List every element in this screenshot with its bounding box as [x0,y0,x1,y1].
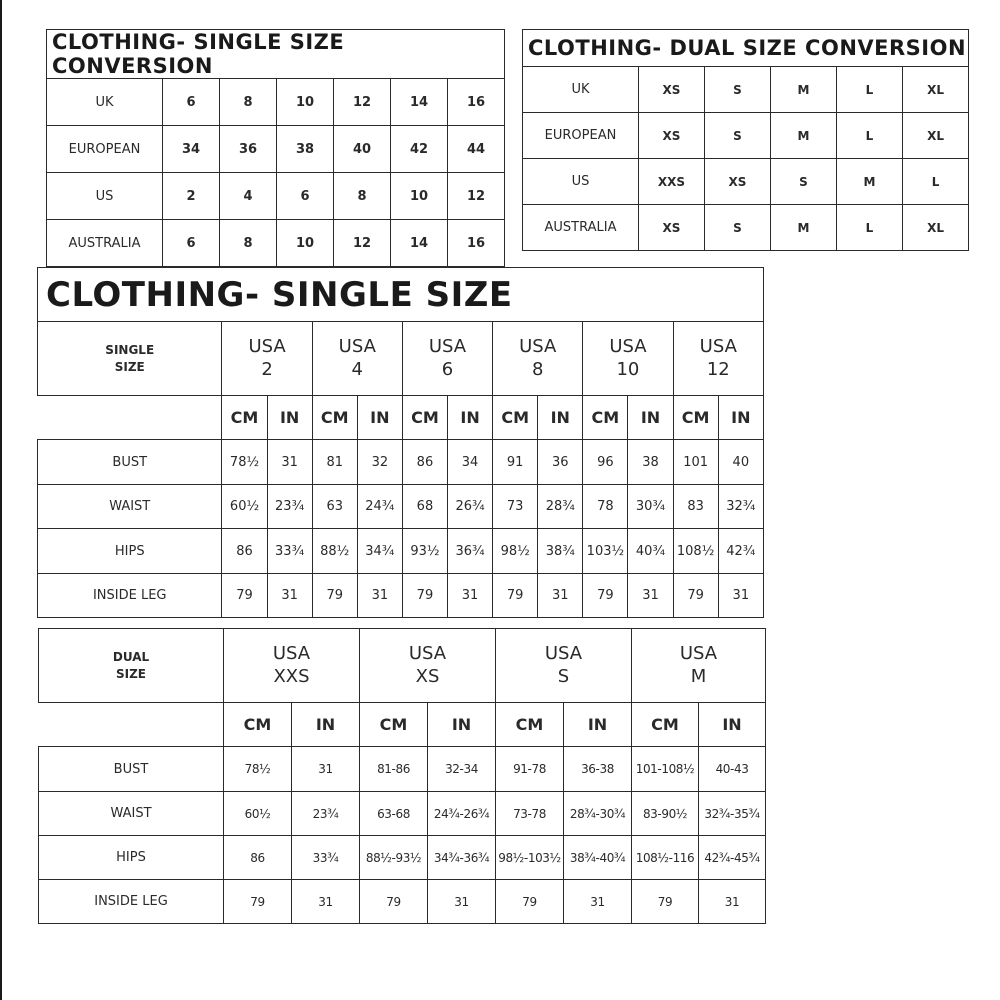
table-cell: L [837,67,903,113]
table-cell: XS [639,67,705,113]
size-header-usa-6 [402,322,492,396]
table-cell: 31 [267,574,312,618]
unit-in: IN [292,703,360,747]
table-cell: 79 [222,574,267,618]
corner-line-2: SIZE [115,666,146,681]
size-header-usa-m [632,629,766,703]
table-cell: 14 [391,79,448,126]
table-cell: M [837,159,903,205]
row-label-us: US [47,173,163,220]
table-cell: 33¾ [292,836,360,880]
table-cell: 83 [673,485,718,529]
table-cell: 40¾ [628,529,673,574]
table-cell: 28¾ [538,485,583,529]
table-cell: 31 [428,880,496,924]
table-cell: 98½ [493,529,538,574]
table-cell: 31 [448,574,493,618]
table-cell: 31 [292,880,360,924]
table-cell: 40 [334,126,391,173]
table-cell: 79 [673,574,718,618]
size-header-line-1: USA [544,643,583,664]
table-cell: 86 [402,440,447,485]
unit-cm: CM [673,396,718,440]
unit-cm: CM [312,396,357,440]
size-header-line-1: USA [248,336,286,357]
single-size-corner-label [38,322,222,396]
table-cell: L [837,205,903,251]
corner-line-1: DUAL [112,650,150,665]
dual-size-measurements-table [38,628,766,924]
table-cell: 103½ [583,529,628,574]
size-header-line-2: XS [415,665,440,687]
table-cell: 88½ [312,529,357,574]
table-cell: XXS [639,159,705,205]
table-cell: 78½ [224,747,292,792]
table-cell: 78½ [222,440,267,485]
table-cell: S [705,113,771,159]
table-cell: 12 [448,173,505,220]
table-cell: 2 [163,173,220,220]
size-header-line-2: 6 [441,358,454,380]
table-cell: 16 [448,79,505,126]
table-cell: 31 [564,880,632,924]
table-cell: 8 [220,220,277,267]
table-cell: 79 [496,880,564,924]
table-cell: 38¾ [538,529,583,574]
table-cell: 40-43 [699,747,766,792]
table-cell: 79 [632,880,699,924]
table-cell: 38 [628,440,673,485]
unit-in: IN [357,396,402,440]
unit-cm: CM [496,703,564,747]
single-size-conversion-table [46,29,505,267]
table-cell: 78 [583,485,628,529]
size-header-line-1: USA [519,336,557,357]
size-header-line-1: USA [609,336,647,357]
table-cell: M [771,67,837,113]
table-cell: 42¾-45¾ [699,836,766,880]
size-header-usa-2 [222,322,312,396]
table-cell: 36¾ [448,529,493,574]
table-cell: 101-108½ [632,747,699,792]
unit-in: IN [628,396,673,440]
table-cell: 79 [360,880,428,924]
table-cell: 36-38 [564,747,632,792]
table-cell: 96 [583,440,628,485]
size-header-line-2: S [557,665,570,687]
unit-cm: CM [493,396,538,440]
dual-size-corner-label [39,629,224,703]
table-cell: 6 [163,220,220,267]
table-cell: 6 [277,173,334,220]
table-cell: M [771,113,837,159]
table-cell: 40 [718,440,763,485]
table-cell: 34 [163,126,220,173]
table-cell: 44 [448,126,505,173]
corner-line-1: SINGLE [105,343,155,358]
single-size-title: CLOTHING- SINGLE SIZE [38,268,764,322]
row-label-waist: WAIST [38,485,222,529]
table-cell: 8 [334,173,391,220]
unit-cm: CM [224,703,292,747]
size-header-usa-s [496,629,632,703]
table-cell: XS [705,159,771,205]
table-cell: 86 [222,529,267,574]
table-cell: 30¾ [628,485,673,529]
table-cell: 14 [391,220,448,267]
size-header-usa-xs [360,629,496,703]
blank-corner-cell [38,396,222,440]
table-cell: 79 [583,574,628,618]
table-cell: 36 [220,126,277,173]
row-label-bust: BUST [39,747,224,792]
row-label-australia: AUSTRALIA [47,220,163,267]
single-size-measurements-table [37,267,764,618]
table-cell: 88½-93½ [360,836,428,880]
table-cell: 108½ [673,529,718,574]
single-conversion-title: CLOTHING- SINGLE SIZE CONVERSION [47,30,505,79]
table-cell: 31 [357,574,402,618]
unit-in: IN [538,396,583,440]
size-header-line-1: USA [338,336,376,357]
table-cell: 81 [312,440,357,485]
table-cell: 38¾-40¾ [564,836,632,880]
table-cell: 34 [448,440,493,485]
unit-in: IN [428,703,496,747]
table-cell: 6 [163,79,220,126]
table-cell: 10 [277,79,334,126]
size-header-line-2: XXS [273,665,310,687]
table-cell: 28¾-30¾ [564,792,632,836]
table-cell: 91 [493,440,538,485]
table-cell: 32 [357,440,402,485]
table-cell: 31 [628,574,673,618]
row-label-uk: UK [47,79,163,126]
table-cell: 73-78 [496,792,564,836]
table-cell: 23¾ [292,792,360,836]
size-header-usa-10 [583,322,673,396]
table-cell: L [837,113,903,159]
table-cell: XS [639,205,705,251]
page-left-rule [0,0,2,1000]
unit-cm: CM [222,396,267,440]
row-label-bust: BUST [38,440,222,485]
row-label-hips: HIPS [39,836,224,880]
size-header-line-1: USA [679,643,718,664]
size-header-line-2: 2 [261,358,273,380]
table-cell: 38 [277,126,334,173]
table-cell: 8 [220,79,277,126]
unit-cm: CM [402,396,447,440]
table-cell: XL [903,205,969,251]
size-header-line-1: USA [699,336,737,357]
table-cell: 24¾ [357,485,402,529]
table-cell: S [705,67,771,113]
table-cell: S [771,159,837,205]
table-cell: 32¾ [718,485,763,529]
table-cell: S [705,205,771,251]
row-label-inside-leg: INSIDE LEG [39,880,224,924]
table-cell: 42¾ [718,529,763,574]
size-header-line-2: 12 [706,358,730,380]
row-label-european: EUROPEAN [47,126,163,173]
corner-line-2: SIZE [114,359,145,374]
table-cell: XL [903,67,969,113]
table-cell: 68 [402,485,447,529]
unit-in: IN [699,703,766,747]
table-cell: XS [639,113,705,159]
row-label-australia: AUSTRALIA [523,205,639,251]
table-cell: 60½ [224,792,292,836]
size-header-usa-4 [312,322,402,396]
table-cell: 24¾-26¾ [428,792,496,836]
size-header-usa-8 [493,322,583,396]
size-header-usa-12 [673,322,763,396]
table-cell: 4 [220,173,277,220]
table-cell: 10 [391,173,448,220]
table-cell: 31 [292,747,360,792]
table-cell: 79 [493,574,538,618]
dual-conversion-title: CLOTHING- DUAL SIZE CONVERSION [523,30,969,67]
size-header-line-2: 4 [351,358,363,380]
table-cell: 93½ [402,529,447,574]
table-cell: 79 [224,880,292,924]
table-cell: 36 [538,440,583,485]
size-header-usa-xxs [224,629,360,703]
size-header-line-2: 8 [531,358,544,380]
table-cell: L [903,159,969,205]
table-cell: 81-86 [360,747,428,792]
dual-size-conversion-table [522,29,969,251]
table-cell: 10 [277,220,334,267]
table-cell: 60½ [222,485,267,529]
table-cell: 31 [718,574,763,618]
table-cell: 12 [334,220,391,267]
table-cell: 32¾-35¾ [699,792,766,836]
table-cell: XL [903,113,969,159]
table-cell: 79 [312,574,357,618]
unit-in: IN [564,703,632,747]
table-cell: 63-68 [360,792,428,836]
unit-in: IN [267,396,312,440]
row-label-uk: UK [523,67,639,113]
table-cell: 12 [334,79,391,126]
table-cell: 23¾ [267,485,312,529]
unit-cm: CM [583,396,628,440]
unit-in: IN [718,396,763,440]
table-cell: 42 [391,126,448,173]
table-cell: 32-34 [428,747,496,792]
unit-cm: CM [632,703,699,747]
row-label-waist: WAIST [39,792,224,836]
table-cell: 34¾-36¾ [428,836,496,880]
table-cell: 83-90½ [632,792,699,836]
row-label-hips: HIPS [38,529,222,574]
unit-in: IN [448,396,493,440]
table-cell: 108½-116 [632,836,699,880]
size-header-line-2: 10 [616,358,640,380]
table-cell: 33¾ [267,529,312,574]
table-cell: 91-78 [496,747,564,792]
table-cell: 98½-103½ [496,836,564,880]
table-cell: 31 [538,574,583,618]
size-header-line-1: USA [408,643,447,664]
row-label-us: US [523,159,639,205]
size-header-line-1: USA [428,336,467,357]
size-header-line-1: USA [272,643,311,664]
row-label-european: EUROPEAN [523,113,639,159]
table-cell: 16 [448,220,505,267]
blank-corner-cell [39,703,224,747]
size-header-line-2: M [690,665,707,687]
table-cell: 26¾ [448,485,493,529]
table-cell: 73 [493,485,538,529]
row-label-inside-leg: INSIDE LEG [38,574,222,618]
unit-cm: CM [360,703,428,747]
table-cell: M [771,205,837,251]
table-cell: 86 [224,836,292,880]
table-cell: 31 [267,440,312,485]
table-cell: 31 [699,880,766,924]
table-cell: 79 [402,574,447,618]
table-cell: 34¾ [357,529,402,574]
table-cell: 101 [673,440,718,485]
table-cell: 63 [312,485,357,529]
